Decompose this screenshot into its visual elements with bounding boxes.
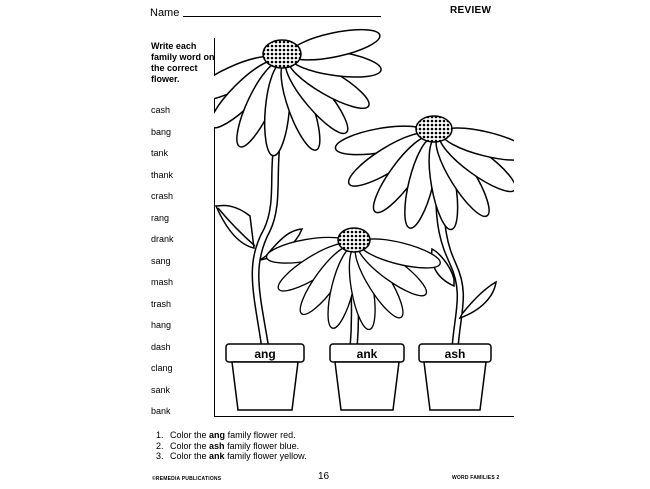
ank-flower [265,228,443,349]
instruction-step: 2. Color the ash family flower blue. [156,440,300,451]
word-item: trash [151,298,172,309]
word-item: bang [151,126,172,137]
word-item: clang [151,363,173,373]
name-line [183,16,381,17]
word-item: rang [151,212,170,223]
word-item: thank [151,169,174,180]
word-item: hang [151,320,172,330]
word-item: dash [151,341,171,352]
instructions-text: Write each family word on the correct flower. [151,41,215,84]
word-item: cash [151,105,171,115]
word-item: crash [151,191,174,201]
word-item: sank [151,384,171,395]
color-instructions [156,430,307,462]
name-label: Name [150,7,180,19]
frame-bottom-border [214,416,514,417]
pot-label: ang [254,347,276,361]
word-item: drank [151,234,174,244]
pot-label: ash [444,347,466,361]
pot-label: ank [356,347,378,361]
word-item: sang [151,255,171,266]
word-item: tank [151,148,169,158]
instruction-step: 3. Color the ank family flower yellow. [156,451,307,461]
flowers-illustration [214,24,514,416]
publisher-credit: ©REMEDIA PUBLICATIONS [152,476,222,482]
review-heading: REVIEW [450,5,492,16]
instruction-step: 1. Color the ang family flower red. [156,430,296,440]
word-item: mash [151,277,174,287]
word-item: bank [151,406,171,416]
page-number: 16 [318,471,330,482]
word-list [151,104,174,427]
book-title: WORD FAMILIES 2 [452,475,500,481]
